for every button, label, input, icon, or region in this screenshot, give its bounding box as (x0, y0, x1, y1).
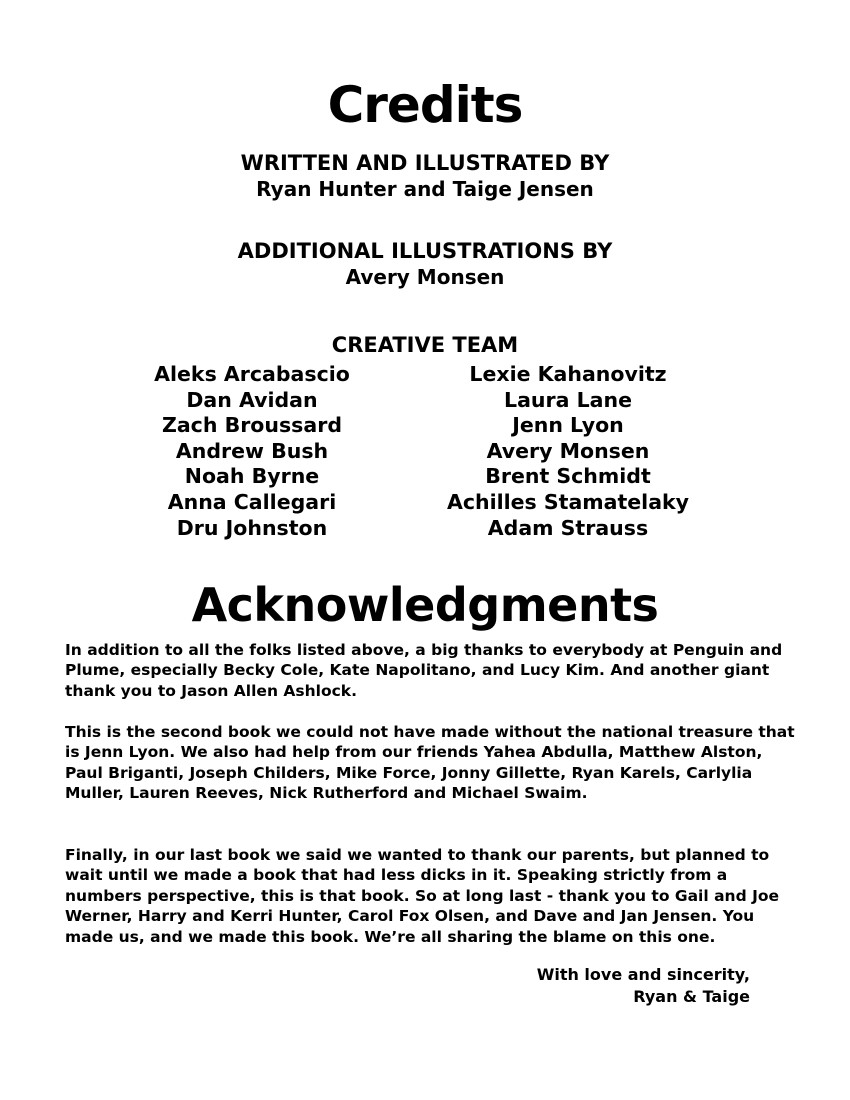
team-member: Achilles Stamatelaky (446, 489, 690, 514)
team-member: Aleks Arcabascio (154, 362, 350, 386)
team-member: Andrew Bush (175, 438, 329, 463)
team-member: Jenn Lyon (512, 413, 624, 438)
team-member: Adam Strauss (487, 515, 649, 540)
written-by-block (0, 150, 850, 202)
team-member: Avery Monsen (486, 438, 650, 463)
team-member: Zach Broussard (161, 413, 342, 438)
team-member: Noah Byrne (184, 464, 320, 489)
additional-illustrations-heading: ADDITIONAL ILLUSTRATIONS BY (237, 239, 613, 263)
team-member: Brent Schmidt (485, 464, 651, 489)
written-by-names: Ryan Hunter and Taige Jensen (256, 177, 594, 201)
acknowledgments-title: Acknowledgments (191, 578, 659, 632)
creative-team-right-column (408, 362, 728, 541)
additional-illustrations-names: Avery Monsen (345, 265, 505, 289)
signoff (537, 964, 750, 1008)
creative-team-heading: CREATIVE TEAM (331, 333, 519, 357)
signoff-line: With love and sincerity, (536, 965, 750, 984)
acknowledgments-paragraph: Finally, in our last book we said we wanted to thank our parents, but planned to wait until we made a book that had less dicks in it. Speaking strictly from a numbers perspective, this is that book. So at long last - thank you to Gail and Joe Werner, Harry and Kerri Hunter, Carol Fox Olsen, and Dave and Jan Jensen. You made us, and we made this book. We’re all sharing the blame on this one. (65, 846, 779, 946)
team-member: Lexie Kahanovitz (469, 362, 667, 386)
team-member: Anna Callegari (167, 489, 337, 514)
additional-illustrations-block (0, 238, 850, 290)
team-member: Dan Avidan (186, 387, 318, 412)
signoff-names: Ryan & Taige (633, 987, 750, 1006)
acknowledgments-paragraph: This is the second book we could not have made without the national treasure that is Jenn Lyon. We also had help from our friends Yahea Abdulla, Matthew Alston, Paul Briganti, Joseph Childers, Mike Force, Jonny Gillette, Ryan Karels, Carlylia Muller, Lauren Reeves, Nick Rutherford and Michael Swaim. (65, 723, 795, 803)
creative-team-left-column (92, 362, 412, 541)
acknowledgments-paragraph: In addition to all the folks listed above, a big thanks to everybody at Penguin and Plume, especially Becky Cole, Kate Napolitano, and Lucy Kim. And another giant thank you to Jason Allen Ashlock. (65, 641, 783, 700)
credits-title: Credits (327, 76, 523, 134)
team-member: Laura Lane (504, 387, 632, 412)
team-member: Dru Johnston (176, 515, 328, 540)
written-by-heading: WRITTEN AND ILLUSTRATED BY (240, 151, 610, 175)
